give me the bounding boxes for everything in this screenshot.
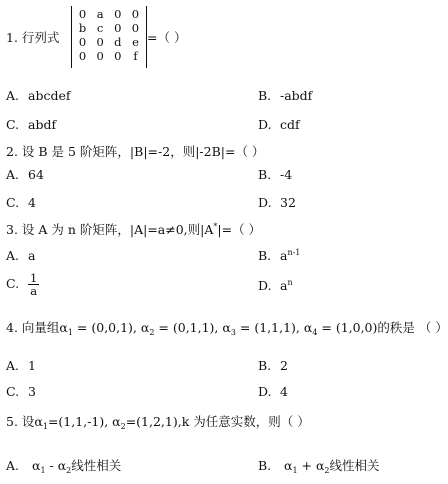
q2-option-a[interactable]: A. 64 bbox=[6, 167, 44, 182]
q1-number: 1. bbox=[6, 30, 18, 45]
q3-option-c[interactable]: C. $\frac{1}{a}$ bbox=[6, 271, 38, 298]
q2-option-c[interactable]: C. 4 bbox=[6, 195, 36, 210]
q2-option-b[interactable]: B. -4 bbox=[258, 167, 293, 182]
q2-option-d[interactable]: D. 32 bbox=[258, 195, 296, 210]
q4-option-c[interactable]: C. 3 bbox=[6, 384, 36, 399]
question-4: 4. 向量组$\alpha_1 = (0,0,1)$, $\alpha_2 = (0,1,1)$, $\alpha_3 = (1,1,1)$, $\alpha_4 = (1,0,0)$的秩是 （ ） bbox=[6, 320, 448, 337]
q4-option-b[interactable]: B. 2 bbox=[258, 358, 288, 373]
question-1 bbox=[6, 28, 59, 46]
det-row: 0 0 d e bbox=[78, 35, 139, 49]
q1-option-a[interactable]: A. abcdef bbox=[6, 88, 71, 103]
question-5: 5. 设$\alpha_1=(1,1,-1)$, $\alpha_2=(1,2,1),k$ 为任意实数，则（ ） bbox=[6, 414, 310, 431]
q1-text: 行列式 bbox=[21, 30, 60, 45]
q4-option-a[interactable]: A. 1 bbox=[6, 358, 36, 373]
det-row: 0 a 0 0 bbox=[78, 7, 140, 21]
question-2: 2. 设 B 是 5 阶矩阵，|B|=-2，则|-2B|=（ ） bbox=[6, 144, 265, 159]
det-row: 0 0 0 f bbox=[78, 49, 138, 63]
q4-option-d[interactable]: D. 4 bbox=[258, 384, 288, 399]
q3-option-d[interactable]: D. $a^n$ bbox=[258, 278, 293, 293]
fraction: $\frac{1}{a}$ bbox=[30, 271, 38, 298]
q1-answer-blank: =（ ） bbox=[147, 30, 187, 45]
q3-option-a[interactable]: A. a bbox=[6, 248, 36, 263]
q5-option-b[interactable]: B. $\alpha_1 + \alpha_2$线性相关 bbox=[258, 458, 380, 475]
q1-option-c[interactable]: C. abdf bbox=[6, 117, 57, 132]
q1-determinant bbox=[71, 6, 147, 68]
q5-option-a[interactable]: A. $\alpha_1 - \alpha_2$线性相关 bbox=[6, 458, 122, 475]
q1-option-b[interactable]: B. -abdf bbox=[258, 88, 313, 103]
q1-option-d[interactable]: D. cdf bbox=[258, 117, 300, 132]
q3-option-b[interactable]: B. $a^{n-1}$ bbox=[258, 248, 301, 263]
det-row: b c 0 0 bbox=[78, 21, 140, 35]
question-3: 3. 设 A 为 n 阶矩阵，|A|=a≠0,则|A*|=（ ） bbox=[6, 222, 262, 237]
